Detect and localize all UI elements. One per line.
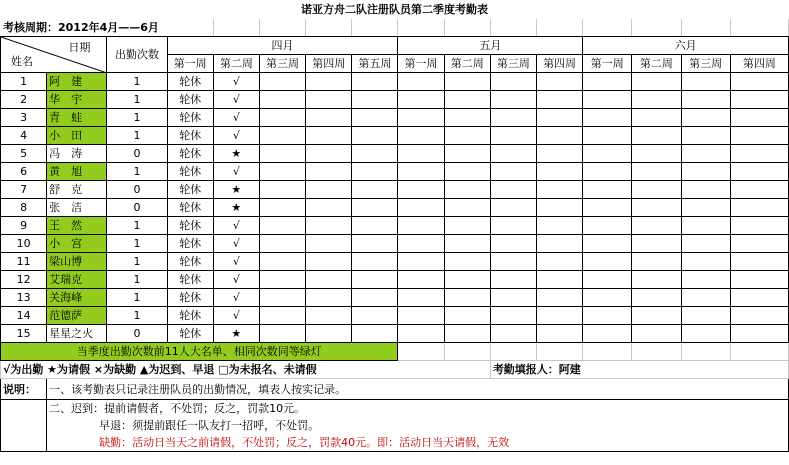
- week-cell: [730, 271, 788, 289]
- week-cell: [490, 271, 536, 289]
- week-cell: 轮休: [167, 325, 213, 343]
- week-cell: √: [213, 127, 259, 145]
- week-cell: [444, 325, 490, 343]
- reporter-text: 考勤填报人：阿建: [490, 361, 788, 379]
- green-light-banner: 当季度出勤次数前11人大名单、相同次数同等绿灯: [1, 343, 398, 361]
- week-cell: [632, 127, 681, 145]
- week-cell: 轮休: [167, 91, 213, 109]
- table-row: [1, 91, 789, 109]
- attendance-count: 1: [107, 235, 167, 253]
- week-cell: [398, 127, 444, 145]
- week-cell: [306, 145, 352, 163]
- week-cell: [730, 253, 788, 271]
- table-row: [1, 325, 789, 343]
- week-cell: [681, 181, 730, 199]
- week-cell: [730, 181, 788, 199]
- week-header: 第四周: [306, 55, 352, 73]
- attendance-count: 1: [107, 127, 167, 145]
- week-cell: [444, 235, 490, 253]
- attendance-count: 1: [107, 109, 167, 127]
- week-cell: [490, 307, 536, 325]
- week-cell: [536, 325, 582, 343]
- attendance-count: 0: [107, 181, 167, 199]
- week-cell: [490, 235, 536, 253]
- week-cell: [681, 289, 730, 307]
- week-cell: [306, 109, 352, 127]
- week-cell: [306, 289, 352, 307]
- week-cell: [398, 235, 444, 253]
- table-row: [1, 73, 789, 91]
- week-cell: [444, 145, 490, 163]
- week-cell: [632, 145, 681, 163]
- week-header: 第四周: [730, 55, 788, 73]
- attendance-count: 1: [107, 289, 167, 307]
- week-cell: [730, 289, 788, 307]
- week-header: 第一周: [583, 55, 632, 73]
- week-cell: [583, 181, 632, 199]
- week-cell: [632, 307, 681, 325]
- week-cell: 轮休: [167, 307, 213, 325]
- table-row: [1, 289, 789, 307]
- week-cell: [536, 235, 582, 253]
- week-cell: [583, 145, 632, 163]
- month-header-june: 六月: [583, 37, 789, 55]
- attendance-count: 1: [107, 307, 167, 325]
- week-cell: [306, 271, 352, 289]
- week-cell: [352, 145, 398, 163]
- week-cell: [536, 73, 582, 91]
- attendance-count: 1: [107, 91, 167, 109]
- week-header: 第二周: [632, 55, 681, 73]
- attendance-count: 1: [107, 253, 167, 271]
- week-cell: [490, 127, 536, 145]
- week-cell: [444, 91, 490, 109]
- week-cell: [352, 163, 398, 181]
- week-cell: [306, 199, 352, 217]
- week-cell: 轮休: [167, 289, 213, 307]
- week-cell: [536, 127, 582, 145]
- week-cell: 轮休: [167, 145, 213, 163]
- week-cell: [444, 199, 490, 217]
- week-cell: [681, 73, 730, 91]
- row-number: 12: [1, 271, 47, 289]
- week-cell: [352, 289, 398, 307]
- row-number: 11: [1, 253, 47, 271]
- row-number: 7: [1, 181, 47, 199]
- week-cell: 轮休: [167, 235, 213, 253]
- member-name: 阿 建: [47, 73, 107, 91]
- week-cell: [632, 217, 681, 235]
- week-cell: [632, 253, 681, 271]
- week-cell: ★: [213, 181, 259, 199]
- week-cell: [536, 253, 582, 271]
- week-cell: [730, 73, 788, 91]
- week-cell: [681, 91, 730, 109]
- row-number: 2: [1, 91, 47, 109]
- table-row: [1, 127, 789, 145]
- week-header: 第二周: [444, 55, 490, 73]
- week-cell: [632, 181, 681, 199]
- table-row: [1, 235, 789, 253]
- member-name: 关海峰: [47, 289, 107, 307]
- week-cell: [444, 289, 490, 307]
- month-header-april: 四月: [167, 37, 398, 55]
- week-cell: [306, 325, 352, 343]
- table-row: [1, 163, 789, 181]
- week-cell: [398, 307, 444, 325]
- week-cell: [259, 289, 305, 307]
- week-cell: [259, 181, 305, 199]
- week-cell: [398, 73, 444, 91]
- week-cell: 轮休: [167, 217, 213, 235]
- week-cell: [259, 91, 305, 109]
- week-cell: [730, 235, 788, 253]
- member-name: 冯 涛: [47, 145, 107, 163]
- week-cell: [632, 199, 681, 217]
- note-line-3: 早退：须提前跟任一队友打一招呼，不处罚。: [47, 417, 789, 434]
- week-cell: [306, 73, 352, 91]
- week-header: 第一周: [167, 55, 213, 73]
- week-cell: [681, 307, 730, 325]
- week-cell: [444, 217, 490, 235]
- week-cell: [583, 271, 632, 289]
- week-cell: [730, 91, 788, 109]
- week-cell: [632, 271, 681, 289]
- row-number: 15: [1, 325, 47, 343]
- member-name: 青 蛙: [47, 109, 107, 127]
- member-name: 王 然: [47, 217, 107, 235]
- week-cell: [444, 307, 490, 325]
- week-cell: [632, 289, 681, 307]
- week-cell: [730, 127, 788, 145]
- week-cell: [583, 307, 632, 325]
- sheet-title: 诺亚方舟二队注册队员第二季度考勤表: [1, 1, 789, 19]
- week-cell: √: [213, 163, 259, 181]
- week-cell: [444, 109, 490, 127]
- week-cell: [490, 289, 536, 307]
- week-cell: [583, 91, 632, 109]
- week-cell: ★: [213, 145, 259, 163]
- week-cell: [730, 109, 788, 127]
- week-cell: [352, 271, 398, 289]
- week-cell: [536, 307, 582, 325]
- week-cell: [259, 217, 305, 235]
- week-cell: 轮休: [167, 199, 213, 217]
- week-cell: [583, 73, 632, 91]
- week-cell: [398, 145, 444, 163]
- week-cell: [681, 217, 730, 235]
- period-label: 考核周期：2012年4月——6月: [1, 19, 214, 37]
- week-cell: 轮休: [167, 163, 213, 181]
- week-cell: [583, 289, 632, 307]
- week-cell: [490, 91, 536, 109]
- week-cell: [352, 253, 398, 271]
- week-cell: [259, 235, 305, 253]
- week-cell: [398, 181, 444, 199]
- week-cell: [352, 181, 398, 199]
- member-name: 小 田: [47, 127, 107, 145]
- member-name: 舒 克: [47, 181, 107, 199]
- week-cell: ★: [213, 325, 259, 343]
- table-row: [1, 145, 789, 163]
- row-number: 6: [1, 163, 47, 181]
- week-cell: [398, 253, 444, 271]
- row-number: 1: [1, 73, 47, 91]
- row-number: 5: [1, 145, 47, 163]
- week-cell: [398, 217, 444, 235]
- note-line-4: 缺勤：活动日当天之前请假，不处罚；反之，罚款40元。即：活动日当天请假，无效: [47, 434, 789, 452]
- week-cell: [536, 271, 582, 289]
- week-cell: [681, 127, 730, 145]
- table-row: [1, 217, 789, 235]
- row-number: 9: [1, 217, 47, 235]
- week-cell: [583, 199, 632, 217]
- week-cell: [730, 199, 788, 217]
- week-cell: 轮休: [167, 127, 213, 145]
- week-cell: [681, 145, 730, 163]
- week-header: 第三周: [490, 55, 536, 73]
- week-cell: 轮休: [167, 109, 213, 127]
- week-cell: √: [213, 235, 259, 253]
- date-header-label: 日期: [68, 41, 91, 54]
- week-cell: 轮休: [167, 253, 213, 271]
- week-header: 第一周: [398, 55, 444, 73]
- week-cell: [730, 217, 788, 235]
- week-cell: [490, 253, 536, 271]
- week-cell: [536, 181, 582, 199]
- week-header: 第三周: [259, 55, 305, 73]
- week-cell: [306, 307, 352, 325]
- month-header-may: 五月: [398, 37, 583, 55]
- week-header: 第三周: [681, 55, 730, 73]
- week-cell: √: [213, 91, 259, 109]
- week-cell: [444, 73, 490, 91]
- week-cell: [352, 199, 398, 217]
- week-cell: [681, 109, 730, 127]
- week-cell: [398, 325, 444, 343]
- notes-label: 说明：: [1, 379, 47, 400]
- week-cell: [259, 109, 305, 127]
- week-cell: [583, 127, 632, 145]
- week-cell: [352, 127, 398, 145]
- week-cell: [490, 199, 536, 217]
- week-cell: [536, 91, 582, 109]
- attendance-count: 1: [107, 217, 167, 235]
- attendance-count: 1: [107, 73, 167, 91]
- table-row: [1, 253, 789, 271]
- week-cell: [632, 325, 681, 343]
- week-cell: [490, 181, 536, 199]
- week-cell: [730, 307, 788, 325]
- week-cell: [398, 199, 444, 217]
- week-cell: [259, 73, 305, 91]
- week-cell: [398, 109, 444, 127]
- week-cell: [306, 163, 352, 181]
- week-cell: [306, 235, 352, 253]
- week-header: 第二周: [213, 55, 259, 73]
- week-cell: √: [213, 109, 259, 127]
- member-name: 梁山博: [47, 253, 107, 271]
- week-cell: [398, 271, 444, 289]
- week-cell: [444, 253, 490, 271]
- week-header: 第五周: [352, 55, 398, 73]
- week-cell: ★: [213, 199, 259, 217]
- week-cell: [490, 325, 536, 343]
- week-cell: [490, 73, 536, 91]
- week-cell: [259, 199, 305, 217]
- week-cell: [681, 235, 730, 253]
- week-cell: [730, 145, 788, 163]
- week-cell: [583, 217, 632, 235]
- week-cell: [730, 163, 788, 181]
- week-cell: [352, 325, 398, 343]
- week-cell: [536, 217, 582, 235]
- name-header-label: 姓名: [11, 55, 33, 68]
- week-cell: [444, 181, 490, 199]
- legend-text: √为出勤 ★为请假 ×为缺勤 ▲为迟到、早退 □为未报名、未请假: [1, 361, 491, 379]
- date-name-header: [1, 37, 107, 73]
- row-number: 10: [1, 235, 47, 253]
- week-cell: [398, 163, 444, 181]
- row-number: 14: [1, 307, 47, 325]
- week-cell: [306, 91, 352, 109]
- week-cell: [490, 109, 536, 127]
- week-cell: [444, 163, 490, 181]
- week-cell: [681, 271, 730, 289]
- week-cell: [259, 163, 305, 181]
- week-cell: [352, 109, 398, 127]
- week-cell: [632, 163, 681, 181]
- week-cell: [306, 181, 352, 199]
- week-cell: [681, 199, 730, 217]
- week-cell: [632, 235, 681, 253]
- attendance-count: 1: [107, 271, 167, 289]
- week-cell: √: [213, 253, 259, 271]
- week-cell: [259, 307, 305, 325]
- week-cell: [490, 217, 536, 235]
- week-cell: [259, 127, 305, 145]
- note-line-2: 二、迟到：提前请假者，不处罚；反之，罚款10元。: [47, 400, 789, 418]
- week-cell: √: [213, 307, 259, 325]
- week-cell: [632, 91, 681, 109]
- week-cell: [259, 253, 305, 271]
- week-cell: [536, 199, 582, 217]
- week-cell: [583, 235, 632, 253]
- week-cell: [398, 91, 444, 109]
- week-cell: [352, 91, 398, 109]
- attendance-count: 0: [107, 199, 167, 217]
- week-cell: [583, 163, 632, 181]
- row-number: 4: [1, 127, 47, 145]
- table-row: [1, 109, 789, 127]
- attendance-count: 0: [107, 145, 167, 163]
- week-cell: [306, 217, 352, 235]
- week-cell: [681, 325, 730, 343]
- row-number: 8: [1, 199, 47, 217]
- week-cell: [444, 271, 490, 289]
- week-cell: [352, 217, 398, 235]
- week-cell: [490, 163, 536, 181]
- week-cell: [681, 253, 730, 271]
- week-cell: √: [213, 217, 259, 235]
- week-cell: [536, 145, 582, 163]
- member-name: 范德萨: [47, 307, 107, 325]
- week-cell: [352, 235, 398, 253]
- table-row: [1, 307, 789, 325]
- row-number: 3: [1, 109, 47, 127]
- week-cell: [352, 73, 398, 91]
- week-cell: [536, 289, 582, 307]
- attendance-count: 1: [107, 163, 167, 181]
- member-rows: [1, 73, 789, 343]
- table-row: [1, 271, 789, 289]
- week-cell: [681, 163, 730, 181]
- member-name: 华 宇: [47, 91, 107, 109]
- week-cell: √: [213, 73, 259, 91]
- member-name: 星星之火: [47, 325, 107, 343]
- week-cell: [730, 325, 788, 343]
- week-cell: [259, 271, 305, 289]
- table-row: [1, 181, 789, 199]
- week-cell: [583, 325, 632, 343]
- attendance-count: 0: [107, 325, 167, 343]
- week-cell: [632, 109, 681, 127]
- week-cell: [259, 325, 305, 343]
- week-cell: [583, 109, 632, 127]
- member-name: 张 洁: [47, 199, 107, 217]
- week-cell: [536, 163, 582, 181]
- note-line-1: 一、该考勤表只记录注册队员的出勤情况，填表人按实记录。: [47, 379, 789, 400]
- table-row: [1, 199, 789, 217]
- row-number: 13: [1, 289, 47, 307]
- week-cell: 轮休: [167, 73, 213, 91]
- week-cell: 轮休: [167, 181, 213, 199]
- week-cell: [306, 127, 352, 145]
- week-header: 第四周: [536, 55, 582, 73]
- attendance-count-header: 出勤次数: [107, 37, 167, 73]
- week-cell: [306, 253, 352, 271]
- week-cell: 轮休: [167, 271, 213, 289]
- week-cell: √: [213, 271, 259, 289]
- week-cell: [490, 145, 536, 163]
- member-name: 黄 旭: [47, 163, 107, 181]
- week-cell: √: [213, 289, 259, 307]
- member-name: 小 宫: [47, 235, 107, 253]
- week-cell: [536, 109, 582, 127]
- week-cell: [444, 127, 490, 145]
- week-cell: [259, 145, 305, 163]
- week-cell: [583, 253, 632, 271]
- week-cell: [352, 307, 398, 325]
- week-cell: [632, 73, 681, 91]
- member-name: 艾瑞克: [47, 271, 107, 289]
- week-cell: [398, 289, 444, 307]
